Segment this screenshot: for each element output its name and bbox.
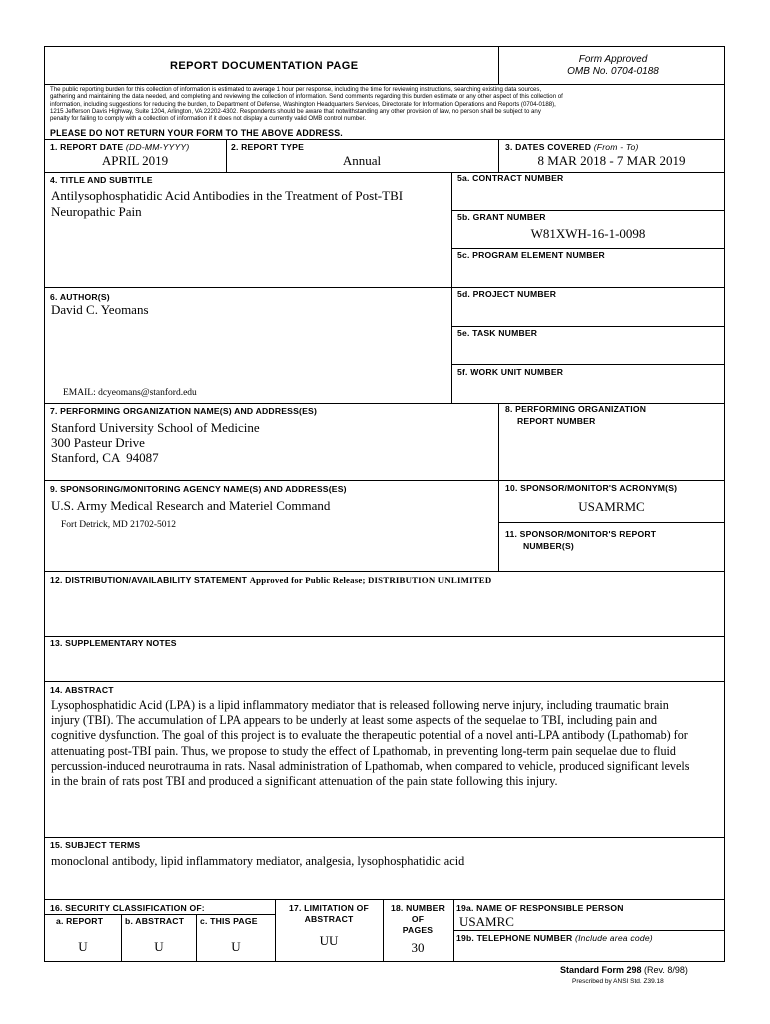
do-not-return-notice: PLEASE DO NOT RETURN YOUR FORM TO THE ABOVE ADDRESS. — [50, 128, 343, 138]
burden-line: information, including suggestions for reducing the burden, to Department of Defense, Washington Headquarters Services, Directorate for Information Operations and Reports (0704-0188), — [50, 100, 556, 108]
burden-statement — [50, 86, 722, 122]
performing-org-label: 7. PERFORMING ORGANIZATION NAME(S) AND ADDRESS(ES) — [50, 406, 318, 416]
report-type-value[interactable]: Annual — [342, 153, 382, 168]
performing-org-line-2[interactable]: 300 Pasteur Drive — [51, 435, 145, 450]
number-of-pages-label-2: OF — [411, 914, 425, 924]
project-number-label: 5d. PROJECT NUMBER — [457, 289, 557, 299]
distribution-statement-value[interactable]: Approved for Public Release; DISTRIBUTION UNLIMITED — [249, 575, 492, 585]
abstract-line: cognitive dysfunction. The goal of this project is to evaluate the therapeutic potential of a novel anti-LPA antibody (Lpathomab) for — [51, 728, 688, 743]
subject-terms-value[interactable]: monoclonal antibody, lipid inflammatory mediator, analgesia, lysophosphatidic acid — [51, 854, 465, 868]
limitation-value[interactable]: UU — [319, 933, 339, 948]
authors-label: 6. AUTHOR(S) — [50, 292, 110, 302]
number-of-pages-value[interactable]: 30 — [411, 940, 425, 955]
abstract-classification-label: b. ABSTRACT — [125, 916, 185, 926]
performing-org-line-3[interactable]: Stanford, CA 94087 — [51, 450, 159, 465]
report-date-label: 1. REPORT DATE (DD-MM-YYYY) — [50, 142, 190, 152]
title-line-2[interactable]: Neuropathic Pain — [51, 204, 142, 219]
abstract-line: in the brain of rats post TBI and produced a significant attenuation of the pain state following this injury. — [51, 774, 558, 789]
this-page-classification-value[interactable]: U — [231, 939, 241, 954]
dates-covered-label: 3. DATES COVERED (From - To) — [505, 142, 639, 152]
abstract-line: attenuating post-TBI pain. Thus, we propose to study the effect of Lpathomab, in preventing long-term pain sequelae due to fluid — [51, 743, 676, 758]
performing-org-line-1[interactable]: Stanford University School of Medicine — [51, 420, 260, 435]
title-line-1[interactable]: Antilysophosphatidic Acid Antibodies in the Treatment of Post-TBI — [51, 188, 404, 203]
sponsor-report-number-label-1: 11. SPONSOR/MONITOR'S REPORT — [505, 529, 657, 539]
standard-form-number: Standard Form 298 — [560, 965, 642, 975]
limitation-label-1: 17. LIMITATION OF — [289, 903, 369, 913]
responsible-person-value[interactable]: USAMRC — [459, 914, 514, 929]
performing-org-report-number-label-1: 8. PERFORMING ORGANIZATION — [505, 404, 647, 414]
report-classification-label: a. REPORT — [56, 916, 104, 926]
report-documentation-form — [44, 46, 725, 962]
abstract-line: percussion-induced neurotrauma in rats. Nasal administration of Lpathomab, when compared to vehicle, produced significant levels — [51, 758, 690, 773]
distribution-statement-label: 12. DISTRIBUTION/AVAILABILITY STATEMENT Approved for Public Release; DISTRIBUTION UNLIMITED — [50, 575, 492, 585]
program-element-number-label: 5c. PROGRAM ELEMENT NUMBER — [457, 250, 605, 260]
form-title: REPORT DOCUMENTATION PAGE — [170, 60, 359, 72]
form-approved-label: Form Approved — [578, 54, 648, 65]
contract-number-label: 5a. CONTRACT NUMBER — [457, 173, 564, 183]
standard-form-revision: (Rev. 8/98) — [644, 965, 688, 975]
ansi-prescription: Prescribed by ANSI Std. Z39.18 — [572, 978, 664, 985]
sponsor-report-number-label-2: NUMBER(S) — [523, 541, 574, 551]
grant-number-value[interactable]: W81XWH-16-1-0098 — [530, 226, 646, 241]
abstract-text[interactable] — [51, 698, 689, 789]
report-type-label: 2. REPORT TYPE — [231, 142, 304, 152]
burden-line: 1215 Jefferson Davis Highway, Suite 1204, Arlington, VA 22202-4302. Respondents should be aware that notwithstanding any other provision of law, no person shall be subject to any — [50, 107, 541, 115]
sponsoring-agency-line-1[interactable]: U.S. Army Medical Research and Materiel Command — [51, 498, 331, 513]
responsible-person-label: 19a. NAME OF RESPONSIBLE PERSON — [456, 903, 624, 913]
abstract-classification-value[interactable]: U — [154, 939, 164, 954]
security-classification-label: 16. SECURITY CLASSIFICATION OF: — [50, 903, 205, 913]
sponsor-acronym-value[interactable]: USAMRMC — [578, 499, 645, 514]
burden-line: penalty for failing to comply with a collection of information if it does not display a currently valid OMB control number. — [50, 115, 367, 123]
performing-org-report-number-label-2: REPORT NUMBER — [517, 416, 596, 426]
omb-number: OMB No. 0704-0188 — [567, 66, 659, 77]
author-value[interactable]: David C. Yeomans — [51, 302, 149, 317]
abstract-label: 14. ABSTRACT — [50, 685, 114, 695]
title-subtitle-label: 4. TITLE AND SUBTITLE — [50, 175, 153, 185]
standard-form-footer — [560, 965, 688, 975]
burden-line: The public reporting burden for this collection of information is estimated to average 1 hour per response, including the time for reviewing instructions, searching existing data sources, — [50, 86, 542, 93]
supplementary-notes-label: 13. SUPPLEMENTARY NOTES — [50, 638, 177, 648]
number-of-pages-label-3: PAGES — [402, 925, 434, 935]
abstract-line: injury (TBI). The accumulation of LPA appears to be underly at least some aspects of the sequelae to TBI, including pain and — [51, 713, 657, 728]
abstract-line: Lysophosphatidic Acid (LPA) is a lipid inflammatory mediator that is released following nerve injury, including traumatic brain — [51, 698, 669, 712]
report-classification-value[interactable]: U — [78, 939, 88, 954]
work-unit-number-label: 5f. WORK UNIT NUMBER — [457, 367, 564, 377]
task-number-label: 5e. TASK NUMBER — [457, 328, 538, 338]
sponsor-acronym-label: 10. SPONSOR/MONITOR'S ACRONYM(S) — [505, 483, 678, 493]
report-date-value[interactable]: APRIL 2019 — [101, 153, 169, 168]
dates-covered-value[interactable]: 8 MAR 2018 - 7 MAR 2019 — [537, 153, 686, 168]
number-of-pages-label-1: 18. NUMBER — [390, 903, 446, 913]
subject-terms-label: 15. SUBJECT TERMS — [50, 840, 141, 850]
limitation-label-2: ABSTRACT — [304, 914, 354, 924]
grant-number-label: 5b. GRANT NUMBER — [457, 212, 546, 222]
this-page-classification-label: c. THIS PAGE — [200, 916, 258, 926]
sponsoring-agency-line-2[interactable]: Fort Detrick, MD 21702-5012 — [61, 520, 177, 530]
author-email: EMAIL: dcyeomans@stanford.edu — [63, 388, 197, 398]
sponsoring-agency-label: 9. SPONSORING/MONITORING AGENCY NAME(S) AND ADDRESS(ES) — [50, 484, 347, 494]
telephone-number-label: 19b. TELEPHONE NUMBER (Include area code) — [456, 933, 653, 943]
burden-line: gathering and maintaining the data needed, and completing and reviewing the collection of information. Send comments regarding this burden estimate or any other aspect of this collection of — [50, 93, 563, 101]
